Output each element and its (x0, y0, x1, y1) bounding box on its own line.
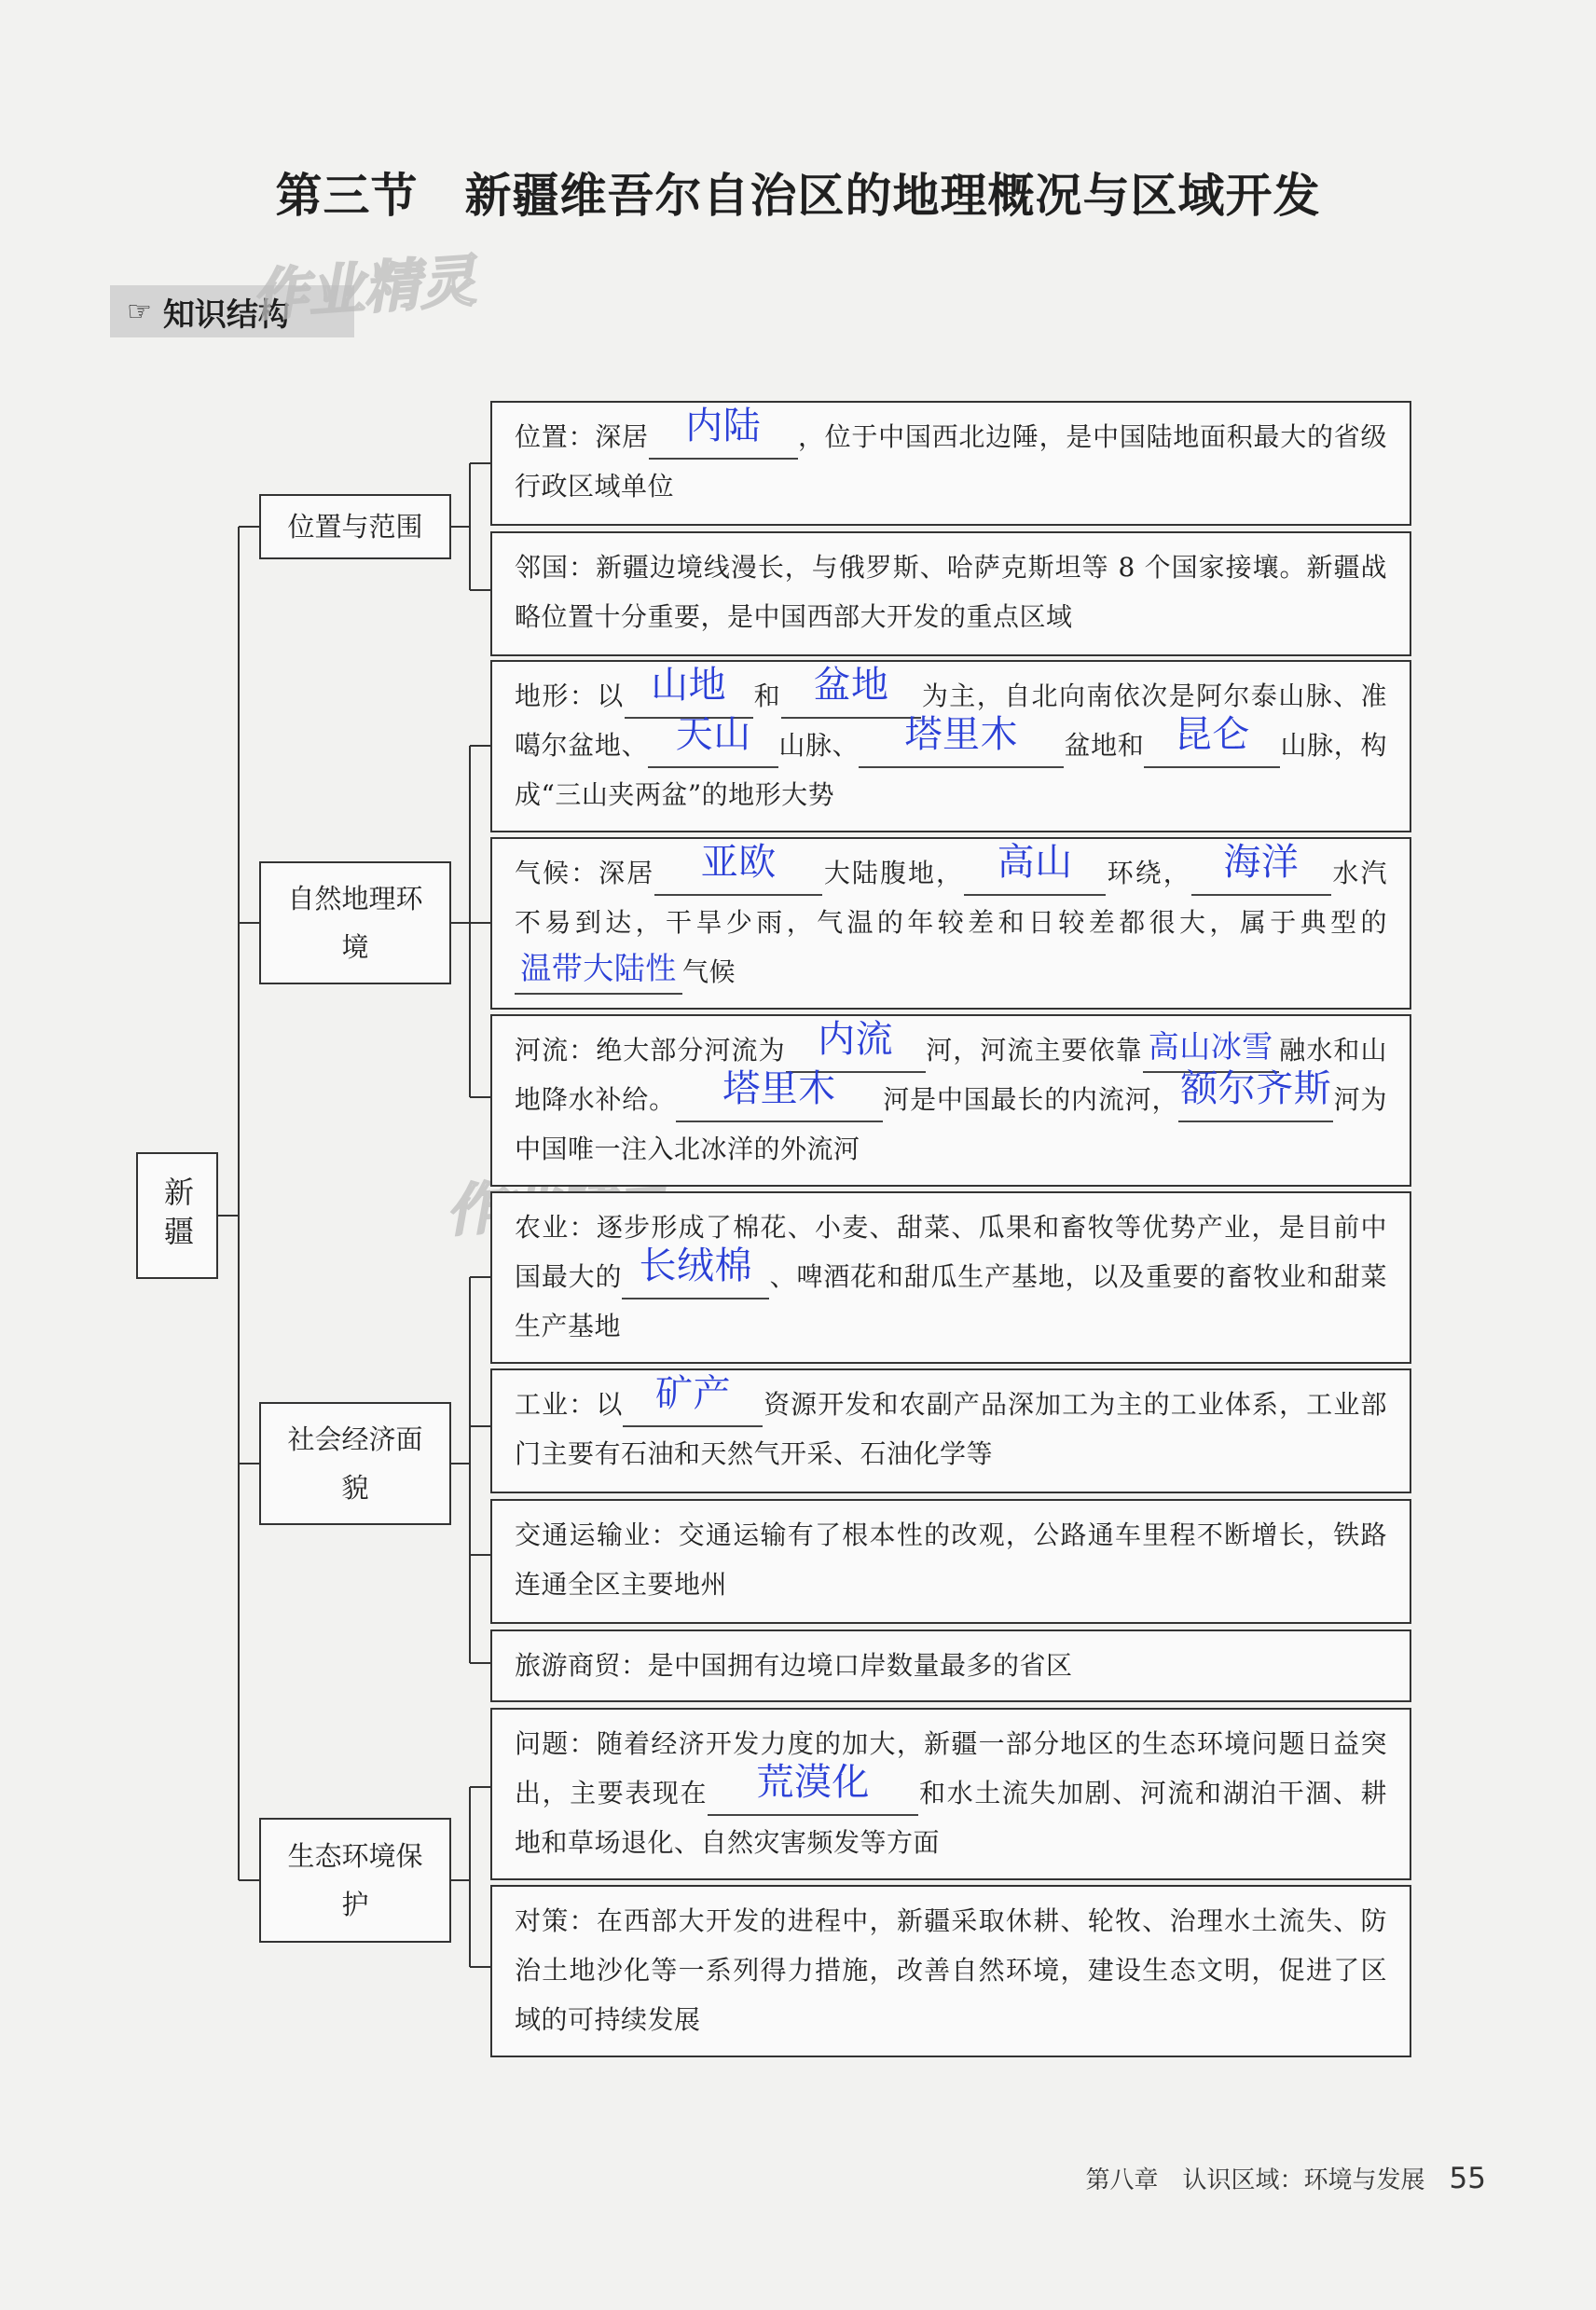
leaf-measures: 对策：在西部大开发的进程中，新疆采取休耕、轮牧、治理水土流失、防治土地沙化等一系列得力措施，改善自然环境，建设生态文明，促进了区域的可持续发展 (490, 1885, 1411, 2057)
answer-kunlun: 昆仑 (1174, 713, 1250, 756)
category-nature: 自然地理环境 (259, 861, 451, 984)
leaf-tourism: 旅游商贸：是中国拥有边境口岸数量最多的省区 (490, 1629, 1411, 1702)
leaf-transport: 交通运输业：交通运输有了根本性的改观，公路通车里程不断增长，铁路连通全区主要地州 (490, 1499, 1411, 1624)
answer-eerqisi: 额尔齐斯 (1180, 1067, 1332, 1110)
root-node-xinjiang: 新疆 (136, 1152, 218, 1279)
answer-haiyang: 海洋 (1223, 841, 1300, 884)
answer-changrongmian: 长绒棉 (639, 1244, 753, 1287)
leaf-terrain: 地形：以 山地 和 盆地 为主，自北向南依次是阿尔泰山脉、准噶尔盆地、 天山 山脉、 塔里木 盆地和 昆仑 山脉，构成“三山夹两盆”的地形大势 (490, 660, 1411, 832)
answer-neiliu: 内流 (818, 1018, 894, 1061)
leaf-agriculture: 农业：逐步形成了棉花、小麦、甜菜、瓜果和畜牧等优势产业，是目前中国最大的 长绒棉 、啤酒花和甜瓜生产基地，以及重要的畜牧业和甜菜生产基地 (490, 1191, 1411, 1364)
page-footer (1086, 2161, 1486, 2195)
answer-gaoshan: 高山 (997, 841, 1073, 884)
answer-shandi: 山地 (651, 664, 727, 707)
section-tag-label: 知识结构 (162, 296, 290, 334)
answer-gaoshan-bingxue: 高山冰雪 (1148, 1028, 1273, 1065)
answer-pendi: 盆地 (813, 664, 889, 707)
pointing-hand-icon: ☞ (127, 295, 152, 328)
category-ecology: 生态环境保护 (259, 1818, 451, 1943)
answer-wendai-daluxing: 温带大陆性 (520, 950, 677, 986)
answer-talimu-river: 塔里木 (722, 1067, 836, 1110)
leaf-climate: 气候：深居 亚欧 大陆腹地， 高山 环绕， 海洋 水汽不易到达，干旱少雨，气温的年较差和日较差都很大，属于典型的温带大陆性 气候 (490, 837, 1411, 1010)
category-location: 位置与范围 (259, 494, 451, 559)
answer-talimu: 塔里木 (904, 713, 1019, 756)
category-economy: 社会经济面貌 (259, 1402, 451, 1525)
watermark: 作业精灵 (250, 248, 478, 330)
leaf-industry: 工业：以 矿产 资源开发和农副产品深加工为主的工业体系，工业部门主要有石油和天然气开采、石油化学等 (490, 1368, 1411, 1493)
answer-yaou: 亚欧 (700, 841, 777, 884)
answer-kuangchan: 矿产 (654, 1372, 731, 1415)
answer-tianshan: 天山 (675, 713, 751, 756)
leaf-neighbors: 邻国：新疆边境线漫长，与俄罗斯、哈萨克斯坦等 8 个国家接壤。新疆战略位置十分重要，是中国西部大开发的重点区域 (490, 531, 1411, 656)
leaf-problems: 问题：随着经济开发力度的加大，新疆一部分地区的生态环境问题日益突出，主要表现在 荒漠化 和水土流失加剧、河流和湖泊干涸、耕地和草场退化、自然灾害频发等方面 (490, 1708, 1411, 1880)
leaf-rivers: 河流：绝大部分河流为 内流 河，河流主要依靠 高山冰雪 融水和山地降水补给。 塔里木 河是中国最长的内流河，额尔齐斯河为中国唯一注入北冰洋的外流河 (490, 1014, 1411, 1187)
leaf-position: 位置：深居 内陆 ，位于中国西北边陲，是中国陆地面积最大的省级行政区域单位 (490, 401, 1411, 526)
page-title: 第三节 新疆维吾尔自治区的地理概况与区域开发 (275, 169, 1321, 223)
chapter-label: 第八章 认识区域：环境与发展 (1085, 2166, 1425, 2194)
answer-neilu: 内陆 (685, 405, 762, 447)
answer-huangmohua: 荒漠化 (756, 1761, 870, 1804)
page-number: 55 (1449, 2162, 1486, 2195)
